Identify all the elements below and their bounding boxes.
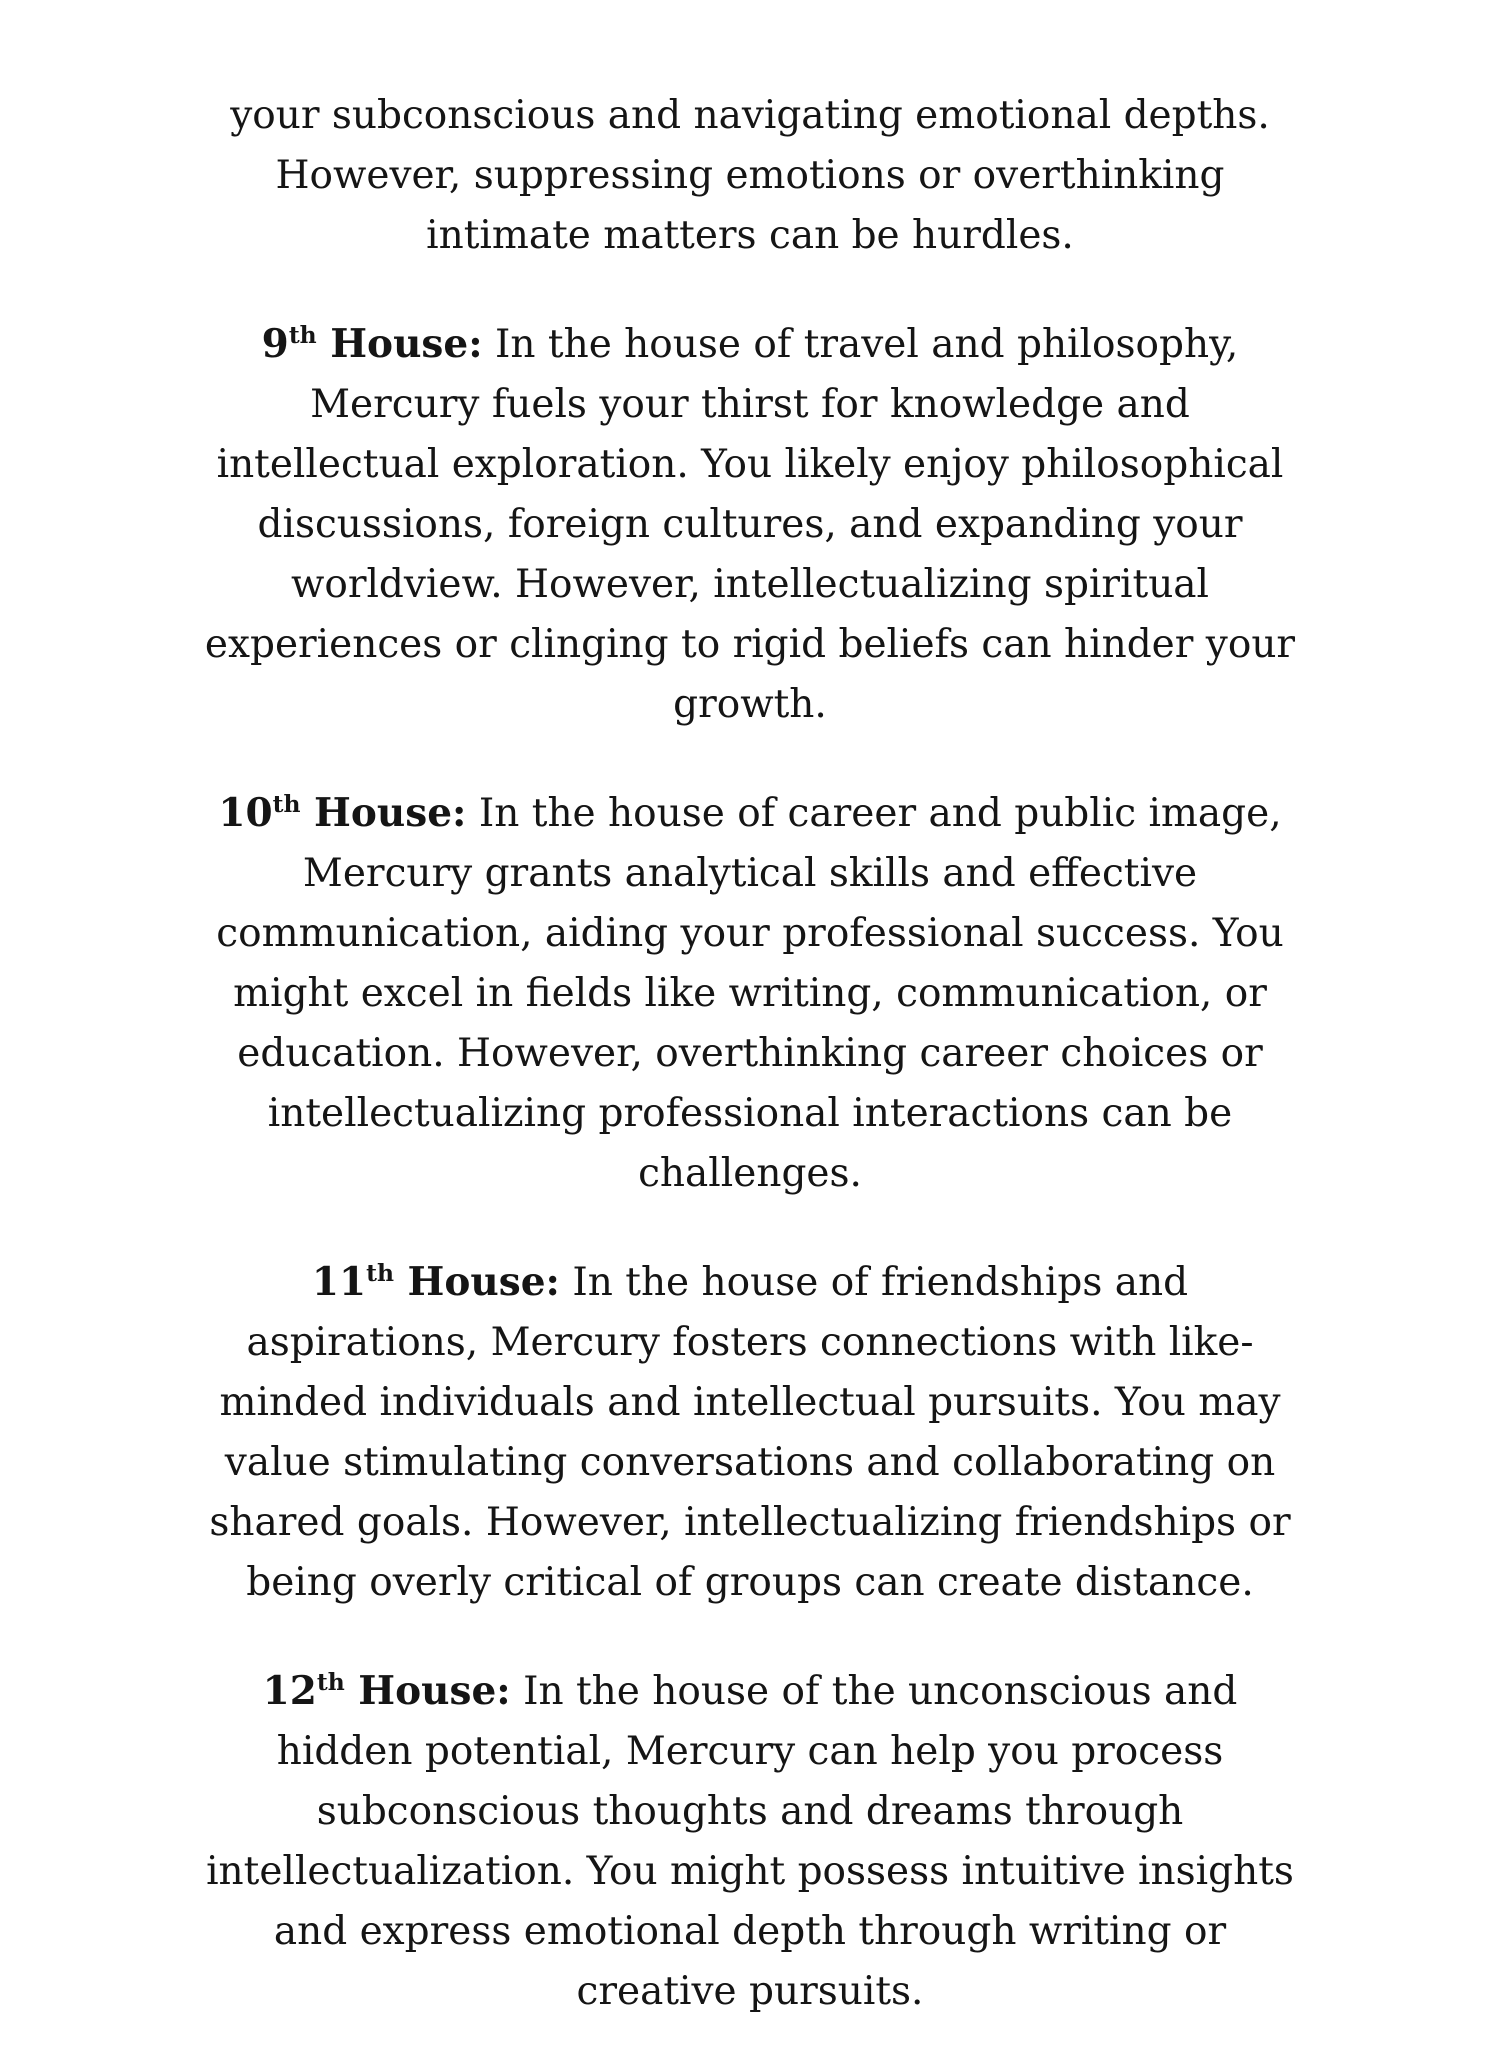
house-9-heading <box>262 321 483 367</box>
house-10-label: House: <box>300 790 467 836</box>
house-9-ordinal: th <box>288 321 317 349</box>
house-11-label: House: <box>393 1259 560 1305</box>
house-9-number: 9 <box>261 321 289 367</box>
house-10-paragraph <box>200 783 1300 1204</box>
house-12-ordinal: th <box>316 1668 345 1696</box>
house-10-heading <box>218 790 466 836</box>
house-11-text: In the house of friendships and aspirations, Mercury fosters connections with like-minded individuals and intellectual pursuits. You may value stimulating conversations and collaborating on shared goals. However, intellectualizing friendships or being overly critical of groups can create distance. <box>209 1260 1291 1605</box>
intro-paragraph: your subconscious and navigating emotional depths. However, suppressing emotions or overthinking intimate matters can be hurdles. <box>230 93 1270 258</box>
house-12-paragraph <box>200 1661 1300 2022</box>
house-11-ordinal: th <box>366 1259 394 1287</box>
house-9-text: In the house of travel and philosophy, Mercury fuels your thirst for knowledge and intellectual exploration. You likely enjoy philosophical discussions, foreign cultures, and expanding your worldview. However, intellectualizing spiritual experiences or clinging to rigid beliefs can hinder your growth. <box>204 322 1296 727</box>
house-11-heading <box>312 1259 560 1305</box>
document-page <box>200 86 1300 2070</box>
house-10-ordinal: th <box>272 790 301 818</box>
house-12-heading <box>263 1668 511 1714</box>
house-12-text: In the house of the unconscious and hidden potential, Mercury can help you process subconscious thoughts and dreams through intellectualization. You might possess intuitive insights and express emotional depth through writing or creative pursuits. <box>206 1669 1294 2014</box>
house-11-paragraph <box>200 1252 1300 1613</box>
house-12-label: House: <box>344 1668 511 1714</box>
house-12-number: 12 <box>262 1668 317 1714</box>
house-10-number: 10 <box>218 790 273 836</box>
house-9-paragraph <box>200 314 1300 735</box>
house-11-number: 11 <box>311 1259 367 1305</box>
house-9-label: House: <box>316 321 483 367</box>
house-10-text: In the house of career and public image, Mercury grants analytical skills and effective communication, aiding your professional success. You might excel in fields like writing, communication, or education. However, overthinking career choices or intellectualizing professional interactions can be challenges. <box>216 791 1284 1196</box>
